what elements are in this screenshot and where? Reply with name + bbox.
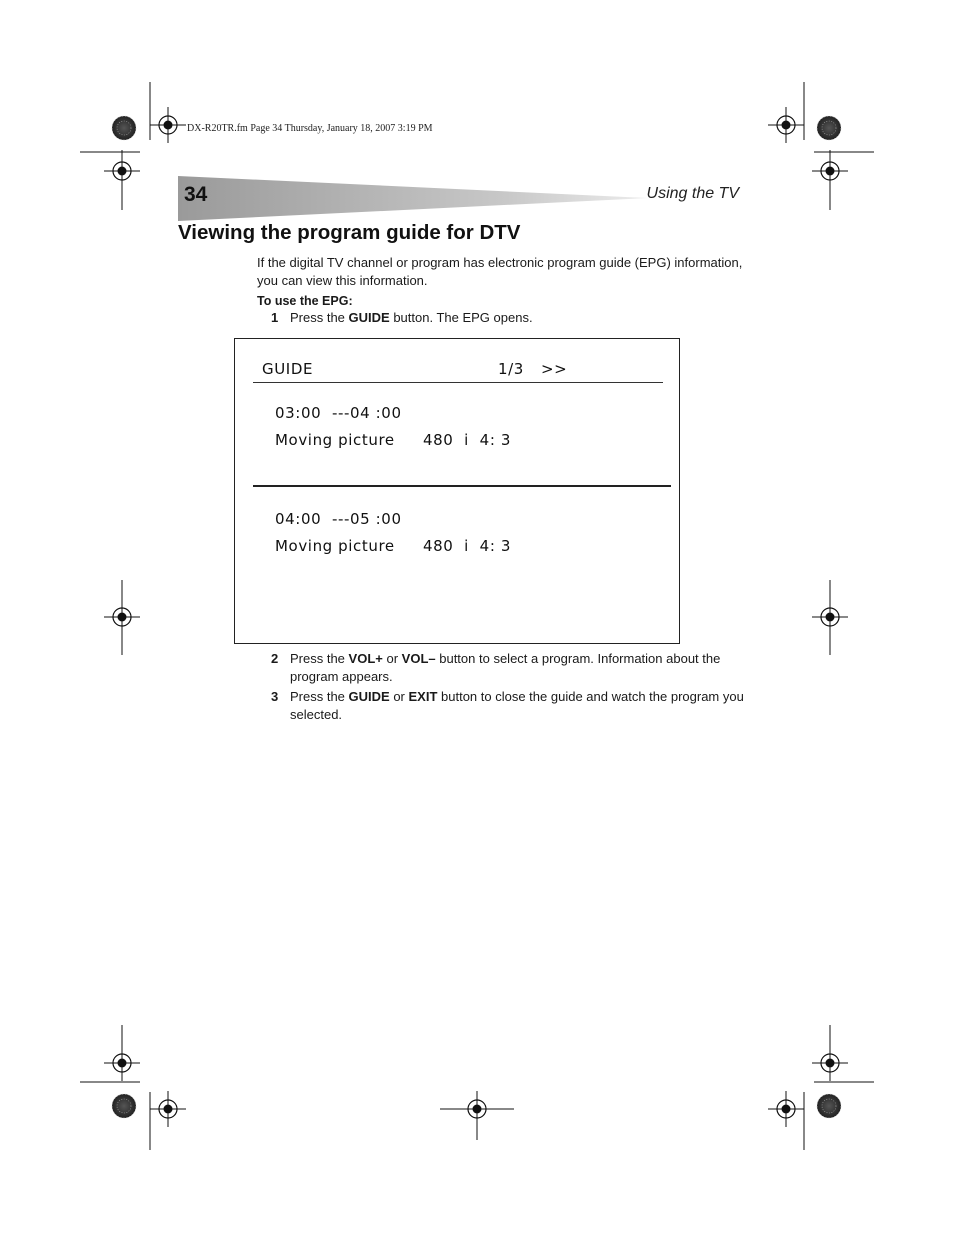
step-text: Press the GUIDE button. The EPG opens. [290,310,533,325]
program-separator [253,485,671,487]
program-name: Moving picture [275,431,395,449]
program-format: 480 i 4: 3 [423,537,511,555]
step-number: 2 [271,651,279,666]
procedure-title: To use the EPG: [257,294,353,308]
program-time: 03:00 ---04 :00 [275,404,402,422]
guide-next-arrows: >> [541,360,568,378]
step-text: Press the GUIDE or EXIT button to close the guide and watch the program you selected. [290,689,744,722]
program-time: 04:00 ---05 :00 [275,510,402,528]
section-title: Viewing the program guide for DTV [178,221,521,244]
step-number: 1 [271,310,279,325]
guide-title: GUIDE [262,360,314,378]
step-number: 3 [271,689,279,704]
intro-paragraph: If the digital TV channel or program has electronic program guide (EPG) information, you can view this information. [257,255,743,288]
epg-guide-screen [234,338,680,644]
header-band [178,176,648,221]
program-name: Moving picture [275,537,395,555]
printer-info: DX-R20TR.fm Page 34 Thursday, January 18, 2007 3:19 PM [187,123,433,134]
program-format: 480 i 4: 3 [423,431,511,449]
page-number: 34 [184,183,208,206]
guide-header-rule [253,382,663,383]
guide-page-indicator: 1/3 [498,360,524,378]
running-head: Using the TV [646,185,739,202]
step-text: Press the VOL+ or VOL– button to select a program. Information about the program appears. [290,651,721,684]
